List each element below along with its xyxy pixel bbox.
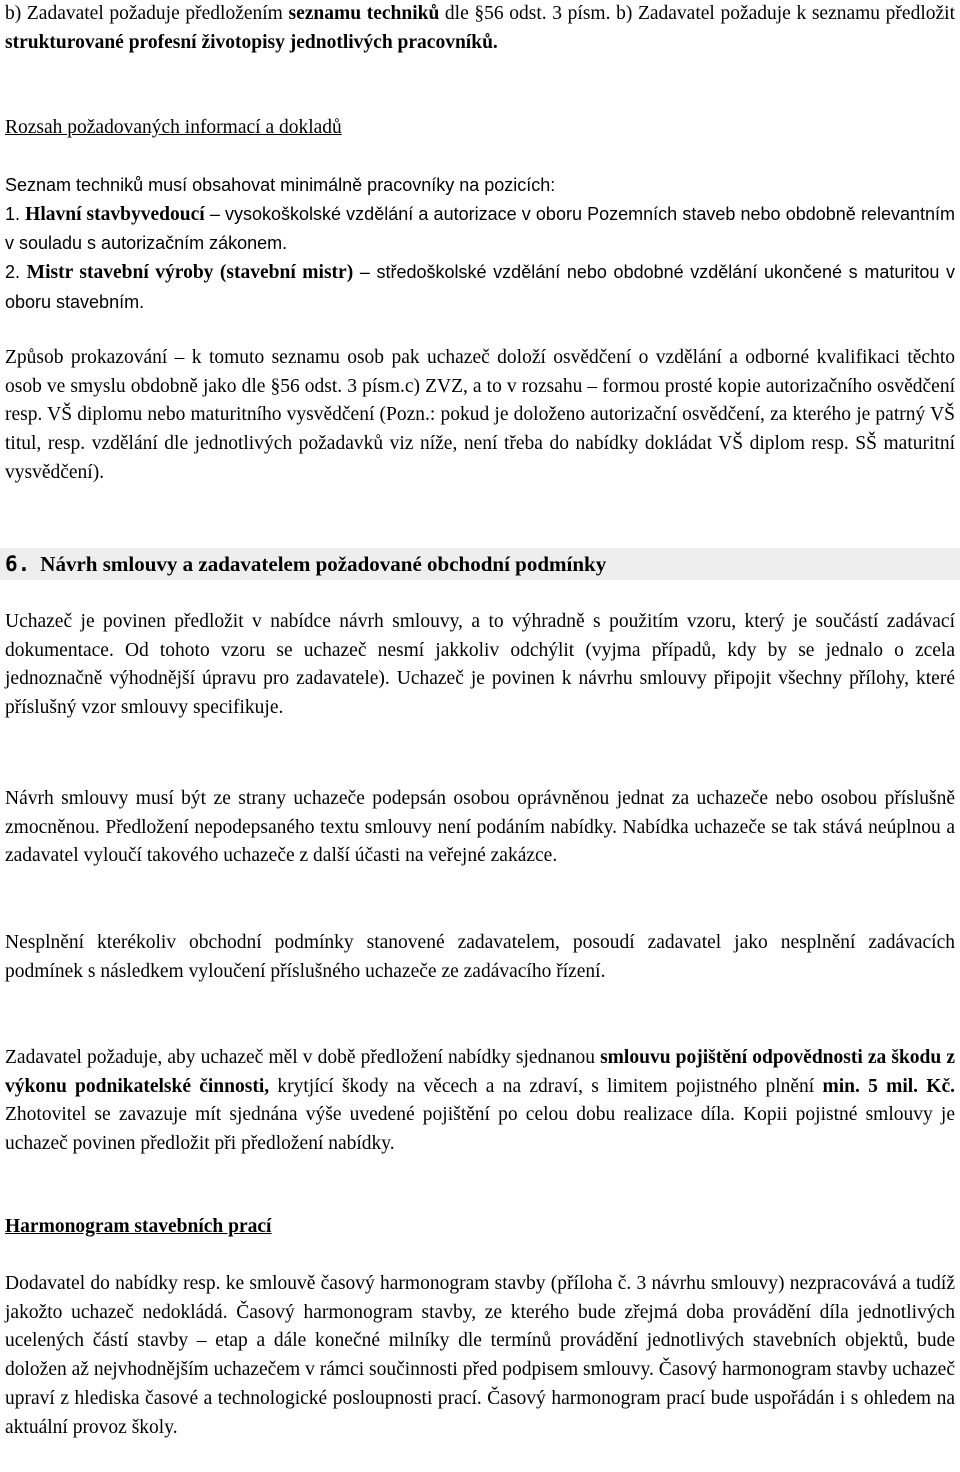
list-item-2-number: 2. xyxy=(5,262,27,283)
section-6-number: 6. xyxy=(5,552,31,576)
paragraph-insurance xyxy=(5,1044,955,1159)
list-item-1-title: Hlavní stavbyvedoucí xyxy=(25,203,205,225)
section-b-bold-2: strukturované profesní životopisy jednotlivých pracovníků. xyxy=(5,31,498,53)
list-item-1 xyxy=(5,200,955,258)
zpusob-paragraph: Způsob prokazování – k tomuto seznamu osob pak uchazeč doloží osvědčení o vzdělání a odborné kvalifikaci těchto osob ve smyslu obdobně jako dle §56 odst. 3 písm.c) ZVZ, a to v rozsahu – formou prosté kopie autorizačního osvědčení resp. VŠ diplomu nebo maturitního vysvědčení (Pozn.: pokud je doloženo autorizační osvědčení, za kterého je patrný VŠ titul, resp. vzdělání dle jednotlivých požadavků viz níže, není třeba do nabídky dokládat VŠ diplom resp. SŠ maturitní vysvědčení). xyxy=(5,347,955,483)
list-item-2-title: Mistr stavební výroby (stavební mistr) xyxy=(26,262,354,284)
paragraph-contract-proposal: Uchazeč je povinen předložit v nabídce návrh smlouvy, a to výhradně s použitím vzoru, který je součástí zadávací dokumentace. Od tohoto vzoru se uchazeč nesmí jakkoliv odchýlit (vyjma případů, kdy by se jednalo o zcela jednoznačně výhodnější úpravu pro zadavatele). Uchazeč je povinen k návrhu smlouvy připojit všechny přílohy, které příslušný vzor smlouvy specifikuje. xyxy=(5,611,955,719)
harmonogram-heading: Harmonogram stavebních prací xyxy=(5,1216,272,1237)
harmonogram-paragraph: Dodavatel do nabídky resp. ke smlouvě časový harmonogram stavby (příloha č. 3 návrhu smlouvy) nezpracovává a tudíž jakožto uchazeč nedokládá. Časový harmonogram stavby, ze kterého bude zřejmá doba provádění díla jednotlivých ucelených částí stavby – etap a dále konečné milníky dle termínů provádění jednotlivých stavebních objektů, bude doložen až nejvhodnějším uchazečem v rámci součinnosti před podpisem smlouvy. Časový harmonogram stavby uchazeč upraví z hlediska časové a technologické posloupnosti prací. Časový harmonogram prací bude uspořádán i s ohledem na aktuální provoz školy. xyxy=(5,1273,955,1438)
rozsah-intro: Seznam techniků musí obsahovat minimálně pracovníky na pozicích: xyxy=(5,175,556,195)
section-b-paragraph xyxy=(5,0,955,57)
list-item-1-number: 1. xyxy=(5,203,26,224)
insurance-text-1: Zadavatel požaduje, aby uchazeč měl v době předložení nabídky sjednanou xyxy=(5,1047,601,1068)
rozsah-list xyxy=(5,171,955,317)
list-item-2 xyxy=(5,258,955,316)
list-item-2-text: – středoškolské vzdělání nebo obdobné vzdělání ukončené s maturitou v oboru stavebním. xyxy=(5,262,956,312)
section-6-heading xyxy=(0,548,960,580)
insurance-bold-2: min. 5 mil. Kč. xyxy=(822,1075,955,1097)
section-6-title: Návrh smlouvy a zadavatelem požadované obchodní podmínky xyxy=(40,552,607,576)
list-item-1-text: – vysokoškolské vzdělání a autorizace v oboru Pozemních staveb nebo obdobně relevantním v souladu s autorizačním zákonem. xyxy=(5,203,955,254)
section-b-bold-1: seznamu techniků xyxy=(288,3,440,24)
section-b-text-2: dle §56 odst. 3 písm. b) Zadavatel požaduje k seznamu předložit xyxy=(439,3,955,24)
paragraph-signature: Návrh smlouvy musí být ze strany uchazeče podepsán osobou oprávněnou jednat za uchazeče nebo osobou příslušně zmocněnou. Předložení nepodepsaného textu smlouvy není podáním nabídky. Nabídka uchazeče se tak stává neúplnou a zadavatel vyloučí takového uchazeče z další účasti na veřejné zakázce. xyxy=(5,788,955,867)
insurance-text-3: Zhotovitel se zavazuje mít sjednána výše uvedené pojištění po celou dobu realizace díla. Kopii pojistné smlouvy je uchazeč povinen předložit při předložení nabídky. xyxy=(5,1104,955,1155)
paragraph-noncompliance: Nesplnění kterékoliv obchodní podmínky stanovené zadavatelem, posoudí zadavatel jako nesplnění zadávacích podmínek s následkem vyloučení příslušného uchazeče ze zadávacího řízení. xyxy=(5,932,955,982)
rozsah-heading: Rozsah požadovaných informací a dokladů xyxy=(5,117,342,138)
insurance-text-2: krytjící škody na věcech a na zdraví, s limitem pojistného plnění xyxy=(269,1075,823,1097)
section-b-text-1: b) Zadavatel požaduje předložením xyxy=(5,3,289,24)
insurance-bold-1: smlouvu pojištění odpovědnosti za škodu z výkonu podnikatelské činnosti, xyxy=(5,1047,955,1097)
